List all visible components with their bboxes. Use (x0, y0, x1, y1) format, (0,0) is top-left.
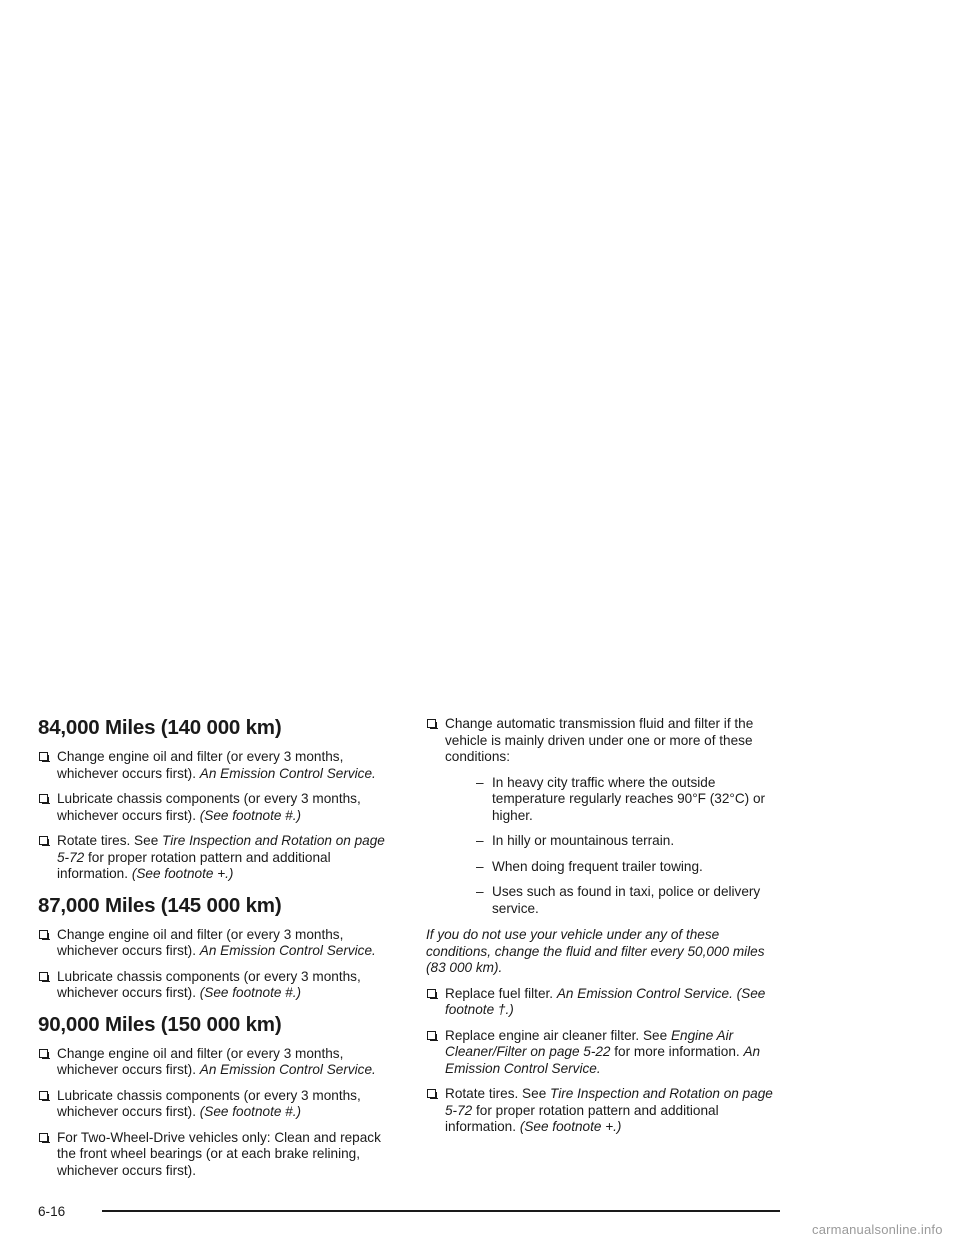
checkbox-icon (39, 930, 48, 939)
section-heading: 90,000 Miles (150 000 km) (38, 1012, 282, 1036)
checkbox-icon (427, 989, 436, 998)
checklist-item (38, 791, 398, 824)
item-italic: An Emission Control Service. (199, 943, 376, 958)
item-italic: An Emission Control Service. (199, 765, 376, 781)
checklist-item (38, 1088, 398, 1121)
item-text: Lubricate chassis components (or every 3 months, whichever occurs first). (57, 791, 361, 823)
item-italic: An Emission Control Service. (See footnote †.) (445, 985, 766, 1017)
condition-text: Uses such as found in taxi, police or delivery service. (492, 884, 761, 916)
checkbox-icon (427, 1089, 436, 1098)
checklist-item (38, 1130, 398, 1180)
page-number: 6-16 (38, 1204, 66, 1219)
checklist-item (38, 833, 398, 883)
right-column (426, 716, 786, 1145)
item-italic: An Emission Control Service. (199, 1062, 376, 1077)
dash-bullet: – (476, 833, 484, 848)
condition-item (426, 884, 786, 917)
checklist-item-transmission (426, 716, 786, 766)
checklist-item (426, 1086, 786, 1136)
item-italic: (See footnote #.) (199, 1104, 302, 1119)
checkbox-icon (39, 752, 48, 761)
dash-bullet: – (476, 884, 484, 899)
section-87000 (38, 894, 398, 1002)
checkbox-icon (39, 972, 48, 981)
checkbox-icon (39, 1091, 48, 1100)
condition-text: When doing frequent trailer towing. (492, 858, 703, 874)
condition-text: In heavy city traffic where the outside temperature regularly reaches 90°F (32°C) or higher. (492, 774, 766, 823)
item-text: Change engine oil and filter (or every 3 months, whichever occurs first). (57, 749, 344, 781)
item-text: Rotate tires. See (445, 1086, 547, 1101)
item-text: Change engine oil and filter (or every 3 months, whichever occurs first). (57, 1045, 344, 1077)
section-heading: 84,000 Miles (140 000 km) (38, 716, 282, 739)
item-text: for more information. (614, 1044, 740, 1059)
section-heading: 87,000 Miles (145 000 km) (38, 893, 282, 917)
item-text: Replace fuel filter. (445, 985, 554, 1001)
condition-item (426, 833, 786, 850)
item-text: Change automatic transmission fluid and filter if the vehicle is mainly driven under one or more of these conditions: (445, 716, 754, 764)
checkbox-icon (39, 836, 48, 845)
condition-text: In hilly or mountainous terrain. (492, 833, 675, 848)
checklist-item (38, 927, 398, 960)
section-84000 (38, 716, 398, 883)
checkbox-icon (427, 1031, 436, 1040)
fluid-note: If you do not use your vehicle under any of these conditions, change the fluid and filter every 50,000 miles (83 000 km). (426, 927, 765, 975)
item-link-ref: Tire Inspection and Rotation on page 5-72 (445, 1086, 773, 1118)
watermark: carmanualsonline.info (812, 1222, 943, 1237)
checklist-item (38, 969, 398, 1002)
item-text: For Two-Wheel-Drive vehicles only: Clean and repack the front wheel bearings (or at each brake relining, whichever occurs first). (57, 1129, 381, 1178)
item-link-ref: Tire Inspection and Rotation on page 5-72 (57, 833, 385, 865)
item-text: Lubricate chassis components (or every 3 months, whichever occurs first). (57, 1087, 361, 1119)
checklist-item (426, 1028, 786, 1078)
checkbox-icon (39, 1133, 48, 1142)
dash-bullet: – (476, 858, 484, 874)
condition-item (426, 859, 786, 876)
dash-bullet: – (476, 774, 484, 790)
item-text: Rotate tires. See (57, 833, 159, 848)
footer-divider (102, 1210, 780, 1212)
item-text: for proper rotation pattern and additional information. (445, 1102, 719, 1134)
checkbox-icon (39, 794, 48, 803)
checkbox-icon (39, 1049, 48, 1058)
item-text: Change engine oil and filter (or every 3 months, whichever occurs first). (57, 926, 344, 958)
item-footnote: (See footnote +.) (519, 1119, 622, 1134)
section-90000 (38, 1013, 398, 1180)
item-link-ref: Engine Air Cleaner/Filter on page 5-22 (445, 1027, 734, 1059)
item-text: Lubricate chassis components (or every 3 months, whichever occurs first). (57, 968, 361, 1000)
checklist-item (38, 1046, 398, 1079)
item-italic: (See footnote #.) (199, 985, 302, 1000)
item-footnote: (See footnote +.) (131, 866, 234, 881)
left-column (38, 716, 398, 1190)
condition-item (426, 775, 786, 825)
item-text: for proper rotation pattern and additional information. (57, 849, 331, 881)
item-italic: An Emission Control Service. (445, 1044, 761, 1076)
checkbox-icon (427, 719, 436, 728)
item-text: Replace engine air cleaner filter. See (445, 1027, 668, 1043)
item-italic: (See footnote #.) (199, 807, 302, 823)
checklist-item (426, 986, 786, 1019)
checklist-item (38, 749, 398, 782)
